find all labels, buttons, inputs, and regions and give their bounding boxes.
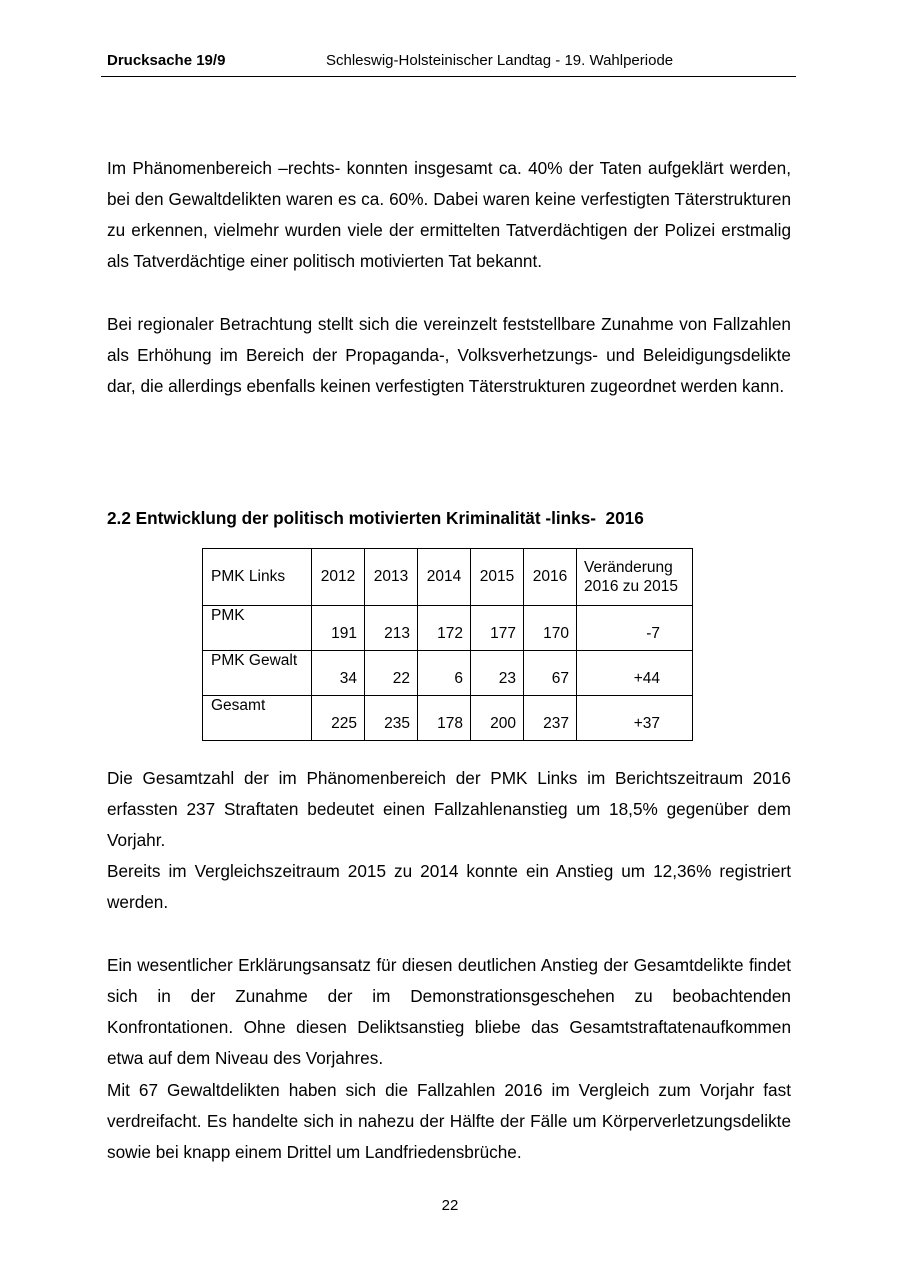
column-header-label: PMK Links: [203, 549, 312, 606]
table-cell: 225: [312, 696, 365, 741]
page-header: [101, 52, 796, 77]
table-cell: 22: [365, 651, 418, 696]
column-header-year: 2012: [312, 549, 365, 606]
table-cell: 177: [471, 606, 524, 651]
table-cell: 172: [418, 606, 471, 651]
column-header-year: 2015: [471, 549, 524, 606]
column-header-year: 2016: [524, 549, 577, 606]
change-cell: +44: [577, 651, 693, 696]
change-header-line1: Veränderung: [584, 559, 673, 576]
paragraph-vergleichszeitraum: Bereits im Vergleichszeitraum 2015 zu 2014 konnte ein Anstieg um 12,36% registriert werden.: [107, 861, 791, 912]
table-cell: 34: [312, 651, 365, 696]
paragraph-gewaltdelikte: Mit 67 Gewaltdelikten haben sich die Fallzahlen 2016 im Vergleich zum Vorjahr fast verdreifacht. Es handelte sich in nahezu der Hälfte der Fälle um Körperverletzungsdelikte sowie bei knapp einem Drittel um Landfriedensbrüche.: [107, 1080, 791, 1162]
change-cell: +37: [577, 696, 693, 741]
table-cell: 23: [471, 651, 524, 696]
table-cell: 213: [365, 606, 418, 651]
page-number: 22: [441, 1197, 459, 1214]
table-cell: 235: [365, 696, 418, 741]
column-header-year: 2014: [418, 549, 471, 606]
table-cell: 170: [524, 606, 577, 651]
column-header-change: [577, 549, 693, 606]
table-row: [203, 651, 693, 696]
paragraph-gesamtzahl: Die Gesamtzahl der im Phänomenbereich der PMK Links im Berichtszeitraum 2016 erfassten 237 Straftaten bedeutet einen Fallzahlenanstieg um 18,5% gegenüber dem Vorjahr.: [107, 768, 791, 850]
row-label: PMK Gewalt: [203, 651, 312, 696]
table-cell: 200: [471, 696, 524, 741]
table-cell: 178: [418, 696, 471, 741]
change-header-line2: 2016 zu 2015: [584, 578, 678, 595]
change-cell: -7: [577, 606, 693, 651]
table-row: [203, 606, 693, 651]
table-header-row: [203, 549, 693, 606]
table-cell: 6: [418, 651, 471, 696]
paragraph-erklaerungsansatz: Ein wesentlicher Erklärungsansatz für diesen deutlichen Anstieg der Gesamtdelikte findet sich in der Zunahme der im Demonstrationsgeschehen zu beobachtenden Konfrontationen. Ohne diesen Deliktsanstieg bliebe das Gesamtstraftatenaufkommen etwa auf dem Niveau des Vorjahres.: [107, 955, 791, 1068]
table-cell: 191: [312, 606, 365, 651]
section-heading: 2.2 Entwicklung der politisch motivierten Kriminalität -links- 2016: [107, 508, 644, 528]
column-header-year: 2013: [365, 549, 418, 606]
row-label: Gesamt: [203, 696, 312, 741]
table-cell: 237: [524, 696, 577, 741]
table-cell: 67: [524, 651, 577, 696]
row-label: PMK: [203, 606, 312, 651]
paragraph-regionale-betrachtung: Bei regionaler Betrachtung stellt sich die vereinzelt feststellbare Zunahme von Fallzahlen als Erhöhung im Bereich der Propaganda-, Volksverhetzungs- und Beleidigungsdelikte dar, die allerdings ebenfalls keinen verfestigten Täterstrukturen zugeordnet werden kann.: [107, 314, 791, 396]
institution-title: Schleswig-Holsteinischer Landtag - 19. Wahlperiode: [326, 52, 674, 69]
table-row: [203, 696, 693, 741]
pmk-links-table: [202, 548, 693, 741]
document-number: Drucksache 19/9: [107, 52, 226, 69]
paragraph-rechts-aufklaerung: Im Phänomenbereich –rechts- konnten insgesamt ca. 40% der Taten aufgeklärt werden, bei den Gewaltdelikten waren es ca. 60%. Dabei waren keine verfestigten Täterstrukturen zu erkennen, vielmehr wurden viele der ermittelten Tatverdächtigen der Polizei erstmalig als Tatverdächtige einer politisch motivierten Tat bekannt.: [107, 158, 791, 271]
